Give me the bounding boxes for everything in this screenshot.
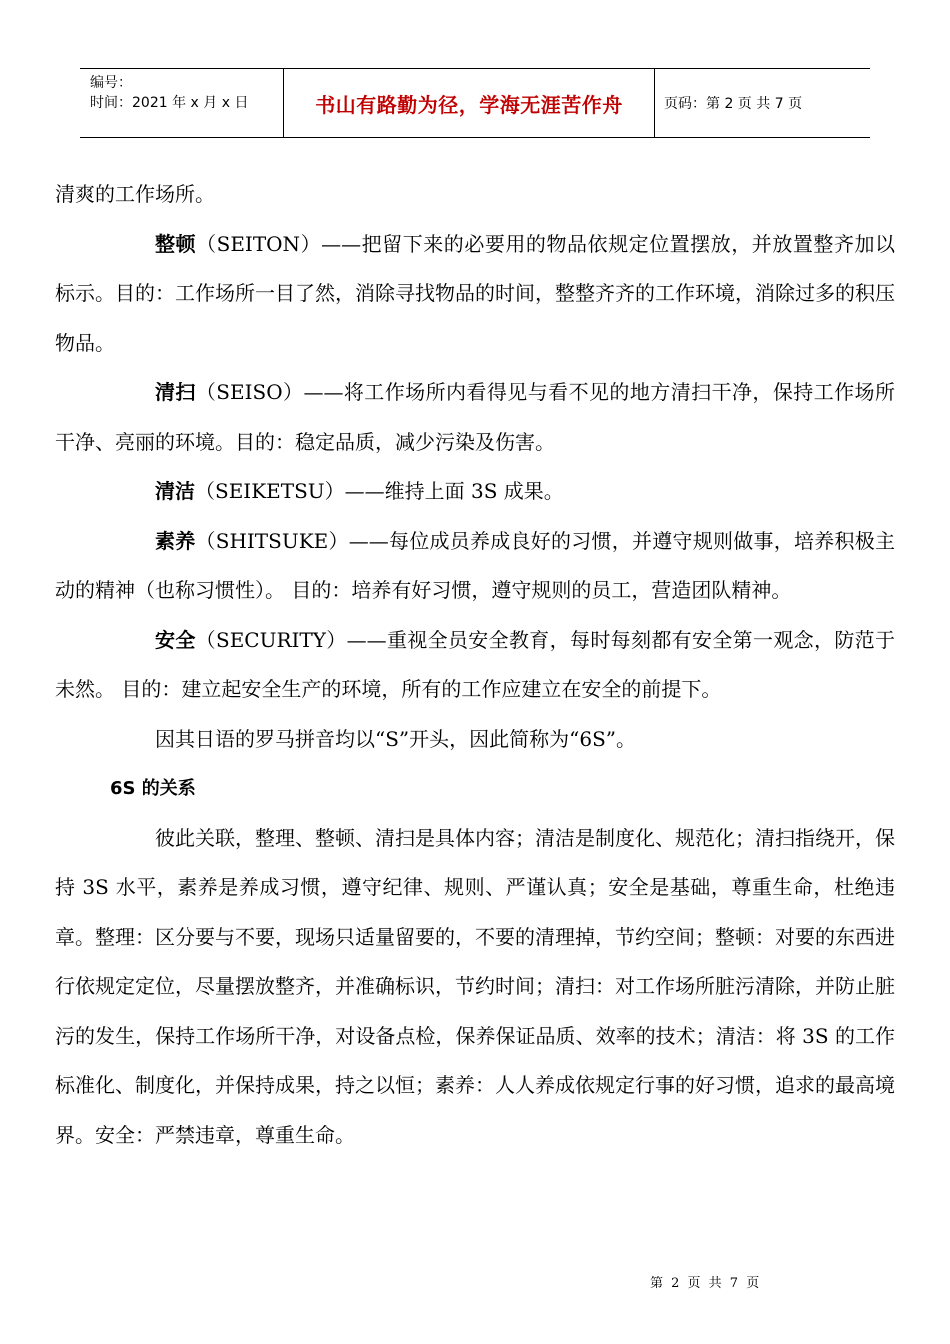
- term-seiketsu: 清洁: [155, 479, 195, 503]
- definition-security: （SECURITY）——重视全员安全教育，每时每刻都有安全第一观念，防范于未然。 目的：建立起安全生产的环境，所有的工作应建立在安全的前提下。: [55, 627, 895, 701]
- document-number: 编号：: [90, 75, 132, 91]
- term-seiso: 清扫: [155, 380, 196, 404]
- paragraph-seiketsu: [55, 467, 895, 517]
- definition-shitsuke: （SHITSUKE）——每位成员养成良好的习惯，并遵守规则做事，培养积极主动的精神（也称习惯性）。 目的：培养有好习惯，遵守规则的员工，营造团队精神。: [55, 528, 896, 602]
- definition-seiketsu: （SEIKETSU）——维持上面 3S 成果。: [195, 479, 564, 503]
- term-seiton: 整顿: [155, 231, 197, 256]
- document-date: 时间：2021 年 x 月 x 日: [90, 95, 249, 111]
- paragraph-relationship: 彼此关联，整理、整顿、清扫是具体内容；清洁是制度化、规范化；清扫指绕开，保持 3S 水平，素养是养成习惯，遵守纪律、规则、严谨认真；安全是基础，尊重生命，杜绝违章。整理：区分要与不要，现场只适量留要的，不要的清理掉，节约空间；整顿：对要的东西进行依规定定位，尽量摆放整齐，并准确标识，节约时间；清扫：对工作场所脏污清除，并防止脏污的发生，保持工作场所干净，对设备点检，保养保证品质、效率的技术；清洁：将 3S 的工作标准化、制度化，并保持成果，持之以恒；素养：人人养成依规定行事的好习惯，追求的最高境界。安全：严禁违章，尊重生命。: [55, 825, 895, 1147]
- term-security: 安全: [155, 627, 196, 652]
- definition-seiso: （SEISO）——将工作场所内看得见与看不见的地方清扫干净，保持工作场所干净、亮丽的环境。目的：稳定品质，减少污染及伤害。: [55, 380, 895, 454]
- paragraph-shitsuke: [55, 517, 895, 616]
- header-motto: 书山有路勤为径，学海无涯苦作舟: [283, 69, 655, 137]
- page-footer: 第 2 页 共 7 页: [650, 1276, 762, 1291]
- paragraph-seiso: [55, 368, 895, 467]
- header-meta: [80, 69, 283, 141]
- paragraph-seiton: [55, 220, 895, 369]
- page-header: [80, 68, 870, 138]
- paragraph-security: [55, 616, 895, 715]
- section-title: 6S 的关系: [110, 778, 196, 799]
- definition-seiton: （SEITON）——把留下来的必要用的物品依规定位置摆放，并放置整齐加以标示。目的：工作场所一目了然，消除寻找物品的时间，整整齐齐的工作环境，消除过多的积压物品。: [55, 231, 896, 355]
- paragraph-origin: 因其日语的罗马拼音均以“S”开头，因此简称为“6S”。: [155, 726, 637, 751]
- paragraph-continuation: 清爽的工作场所。: [55, 182, 215, 206]
- header-page-number: 页码：第 2 页 共 7 页: [664, 96, 803, 112]
- term-shitsuke: 素养: [155, 528, 196, 553]
- document-body: [55, 170, 895, 1160]
